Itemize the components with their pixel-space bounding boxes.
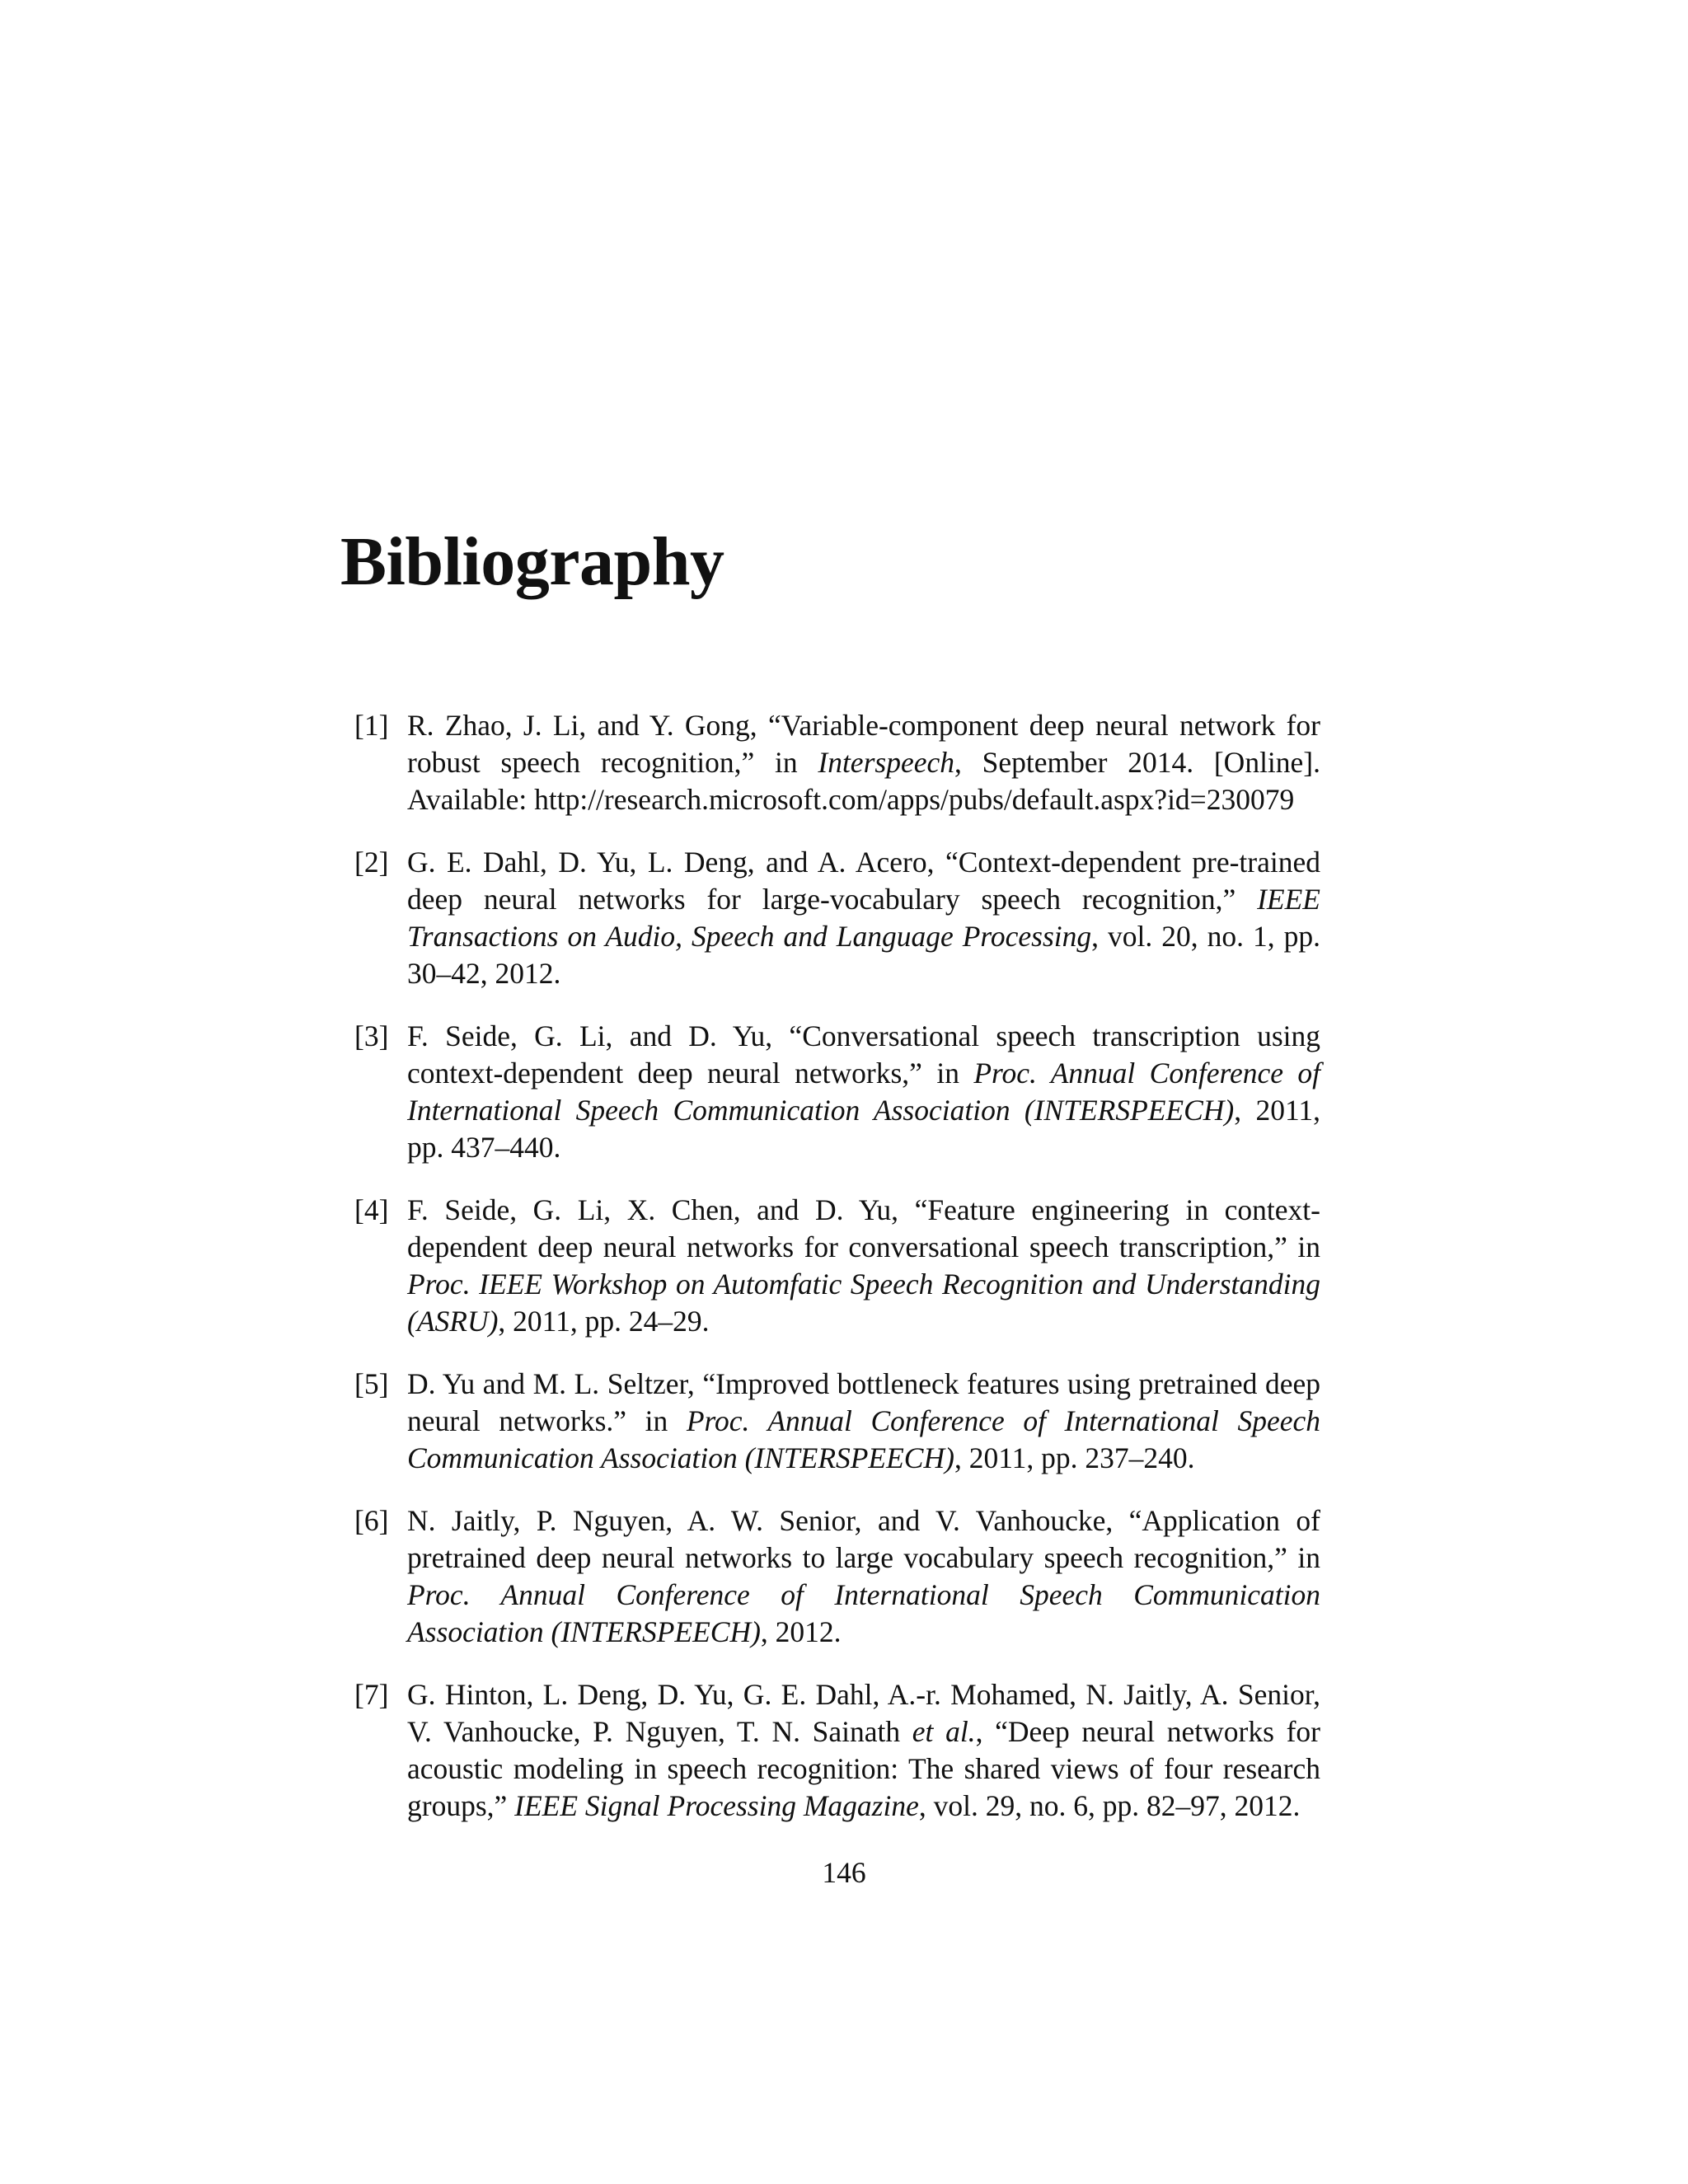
reference-venue: Proc. IEEE Workshop on Automfatic Speech Recognition and Understanding (ASRU) <box>407 1268 1320 1338</box>
reference-label: [5] <box>354 1367 389 1400</box>
reference-text <box>407 1192 1320 1340</box>
reference-text-part: F. Seide, G. Li, and D. Yu, “Conversational speech transcription using context-dependent deep neural networks,” in <box>407 1019 1320 1090</box>
reference-text <box>407 1502 1320 1651</box>
reference-label: [4] <box>354 1193 389 1226</box>
reference-venue: IEEE Transactions on Audio, Speech and Language Processing <box>407 883 1320 953</box>
reference-text-part: G. E. Dahl, D. Yu, L. Deng, and A. Acero, “Context-dependent pre-trained deep neural networks for large-vocabulary speech recognition,” <box>407 846 1320 916</box>
reference-text-part: N. Jaitly, P. Nguyen, A. W. Senior, and V. Vanhoucke, “Application of pretrained deep neural networks to large vocabulary speech recognition,” in <box>407 1504 1320 1574</box>
reference-text-part: D. Yu and M. L. Seltzer, “Improved bottleneck features using pretrained deep neural networks.” in <box>407 1367 1320 1437</box>
reference-venue: Interspeech <box>818 746 954 779</box>
bibliography-entry <box>354 707 1320 818</box>
bibliography-entry <box>354 1676 1320 1825</box>
reference-text-part: , vol. 20, no. 1, pp. 30–42, 2012. <box>407 920 1320 990</box>
bibliography-entry <box>354 844 1320 992</box>
reference-venue: Proc. Annual Conference of International Speech Communication Association (INTERSPEECH) <box>407 1578 1320 1648</box>
reference-text-part: G. Hinton, L. Deng, D. Yu, G. E. Dahl, A.-r. Mohamed, N. Jaitly, A. Senior, V. Vanhoucke, P. Nguyen, T. N. Sainath <box>407 1678 1320 1748</box>
bibliography-entry <box>354 1502 1320 1651</box>
reference-text-part: , 2011, pp. 437–440. <box>407 1094 1320 1164</box>
reference-venue: IEEE Signal Processing Magazine <box>514 1789 919 1822</box>
reference-label: [2] <box>354 846 389 879</box>
reference-label: [1] <box>354 709 389 742</box>
reference-text-part: R. Zhao, J. Li, and Y. Gong, “Variable-component deep neural network for robust speech recognition,” in <box>407 709 1320 779</box>
reference-text <box>407 844 1320 992</box>
bibliography-entry <box>354 1018 1320 1166</box>
bibliography-entry <box>354 1192 1320 1340</box>
reference-venue: Proc. Annual Conference of International Speech Communication Association (INTERSPEECH) <box>407 1057 1320 1127</box>
reference-text <box>407 1676 1320 1825</box>
reference-text-part: , 2012. <box>760 1615 842 1648</box>
reference-text-part: , September 2014. [Online]. Available: http://research.microsoft.com/apps/pubs/default.aspx?id=230079 <box>407 746 1320 816</box>
page-title: Bibliography <box>340 523 724 600</box>
reference-text <box>407 1018 1320 1166</box>
reference-label: [7] <box>354 1678 389 1711</box>
reference-text-part: , vol. 29, no. 6, pp. 82–97, 2012. <box>918 1789 1301 1822</box>
reference-et-al: et al. <box>912 1715 976 1748</box>
reference-text <box>407 1366 1320 1477</box>
page-number: 146 <box>822 1856 866 1889</box>
reference-text-part: , 2011, pp. 237–240. <box>954 1441 1195 1474</box>
bibliography-entry <box>354 1366 1320 1477</box>
reference-text <box>407 707 1320 818</box>
reference-text-part: , 2011, pp. 24–29. <box>498 1305 710 1338</box>
reference-text-part: , “Deep neural networks for acoustic modeling in speech recognition: The shared views of four research groups,” <box>407 1715 1320 1822</box>
reference-text-part: F. Seide, G. Li, X. Chen, and D. Yu, “Feature engineering in context-dependent deep neural networks for conversational speech transcription,” in <box>407 1193 1320 1263</box>
bibliography-list <box>354 707 1320 1850</box>
reference-label: [3] <box>354 1019 389 1052</box>
reference-label: [6] <box>354 1504 389 1537</box>
reference-venue: Proc. Annual Conference of International Speech Communication Association (INTERSPEECH) <box>407 1404 1320 1474</box>
